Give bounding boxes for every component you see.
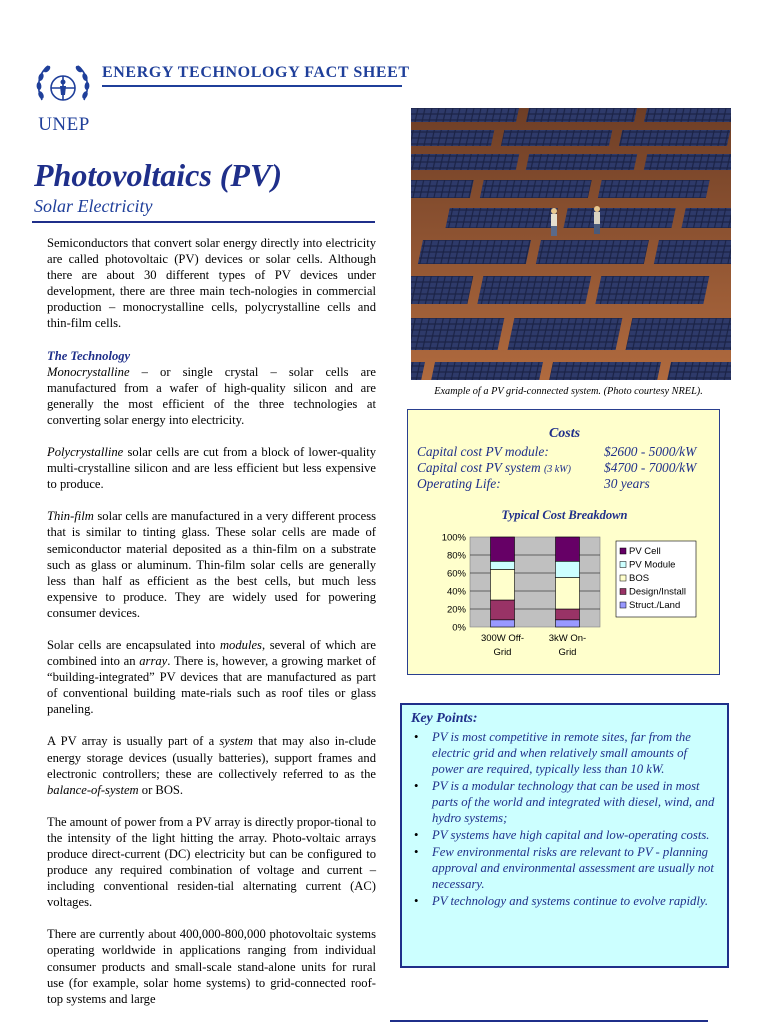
solar-panel [619, 130, 730, 146]
org-logo-text: UNEP [38, 114, 90, 135]
bar-segment [556, 620, 580, 627]
monocrystalline-term: Monocrystalline [47, 364, 130, 379]
list-item [412, 778, 718, 826]
solar-panel [595, 276, 709, 304]
cost-row-system [417, 460, 717, 477]
array-term: array [139, 654, 168, 669]
polycrystalline-paragraph [47, 444, 376, 492]
page-subtitle: Solar Electricity [34, 196, 153, 216]
bullet-icon: • [414, 730, 419, 744]
bar-segment [491, 620, 515, 627]
installations-paragraph: There are currently about 400,000-800,000 photovoltaic systems operating worldwide in applications ranging from individual consumer products and small-scale stand-alone units for rural use (for example, solar home systems) to grid-connected roof-top systems and large [47, 927, 376, 1006]
modules-text-c: . There is, however, a growing market of “building-integrated” PV devices that are manufactured as part of conventional building mate-rials such as roof tiles or glass paneling. [47, 654, 376, 717]
costs-title: Costs [548, 426, 581, 441]
legend-label: Struct./Land [629, 600, 681, 611]
plot-area [470, 537, 600, 627]
legend-label: PV Module [629, 559, 676, 571]
thin-film-paragraph [47, 508, 376, 621]
solar-panel [445, 208, 557, 228]
key-point-text: PV technology and systems continue to evolve rapidly. [432, 894, 709, 908]
solar-panel [547, 362, 661, 380]
solar-panel-photo-illustration [411, 108, 731, 380]
y-tick-label: 100% [441, 532, 466, 544]
solar-panel [411, 108, 519, 122]
bar-segment [491, 561, 515, 569]
monocrystalline-paragraph [47, 364, 376, 428]
legend-label: PV Cell [629, 546, 661, 557]
solar-panel [681, 208, 731, 228]
key-points-panel [400, 703, 729, 968]
title-divider [32, 221, 375, 223]
y-tick-label: 40% [446, 586, 466, 598]
intro-paragraph: Semiconductors that convert solar energy directly into electricity are called photovoltaic (PV) devices or solar cells. Although there are about 30 different types of PV devices under development, there are three main tech-nologies in commercial production – monocrystalline cells, polycrystalline cells and thin-film cells. [47, 236, 376, 331]
bar-segment [556, 537, 580, 561]
cost-breakdown-chart [408, 525, 721, 665]
bullet-icon: • [414, 845, 419, 859]
cost-label: Capital cost PV module: [417, 444, 549, 459]
y-tick-label: 20% [446, 604, 466, 616]
solar-panel [508, 318, 623, 350]
key-point-text: Few environmental risks are relevant to PV - planning approval and environmental assessment are usually not necessary. [432, 845, 714, 891]
solar-panel [665, 362, 731, 380]
bar-segment [491, 569, 515, 600]
x-tick-label: 300W Off- [480, 633, 525, 644]
power-paragraph: The amount of power from a PV array is directly propor-tional to the intensity of the light hitting the array. Photo-voltaic arrays produce direct-current (DC) electricity but can be configured to produce any required combination of voltage and current – including conventional residen-tial alternating current (AC) voltages. [47, 814, 376, 910]
y-tick-label: 0% [452, 622, 466, 634]
pv-field-photo [411, 108, 731, 380]
solar-panel [480, 180, 592, 198]
photo-caption: Example of a PV grid-connected system. (Photo courtesy NREL). [434, 386, 703, 397]
solar-panel [501, 130, 612, 146]
modules-text-a: Solar cells are encapsulated into [47, 637, 220, 652]
solar-panel [526, 108, 637, 122]
solar-panel [654, 240, 731, 264]
system-term: system [219, 734, 253, 749]
x-tick-label: Grid [558, 647, 577, 658]
system-paragraph [47, 733, 376, 797]
page-title: Photovoltaics (PV) [34, 157, 282, 193]
bullet-icon: • [414, 894, 419, 908]
header-divider [102, 85, 402, 87]
polycrystalline-text: solar cells are cut from a block of lower-quality multi-crystalline silicon and are less efficient but less expensive to produce. [47, 445, 376, 492]
solar-panel [477, 276, 591, 304]
cost-label: Operating Life: [417, 476, 501, 491]
x-tick-label: Grid [493, 647, 512, 658]
cost-row-life [417, 476, 717, 493]
solar-panel [411, 276, 473, 304]
system-text-a: A PV array is usually part of a [47, 734, 220, 749]
cost-row-module [417, 444, 717, 461]
key-points-list [412, 729, 718, 910]
bottom-divider [390, 1020, 708, 1022]
solar-panel [411, 130, 494, 146]
bullet-icon: • [414, 828, 419, 842]
solar-panel [536, 240, 649, 264]
legend-swatch [620, 589, 626, 595]
key-point-text: PV systems have high capital and low-operating costs. [432, 828, 710, 842]
legend-swatch [620, 562, 626, 568]
system-text-b: that may also in-clude energy storage devices (usually batteries), support frames and electronic controllers; these are collectively referred to as the [47, 734, 376, 781]
solar-panel [411, 318, 504, 350]
unep-emblem-icon [32, 62, 94, 114]
thin-film-term: Thin-film [47, 509, 94, 524]
bar-segment [491, 537, 515, 561]
list-item [412, 729, 718, 777]
y-tick-label: 80% [446, 550, 466, 562]
modules-paragraph [47, 637, 376, 717]
bar-segment [556, 561, 580, 577]
solar-panel [411, 180, 474, 198]
bos-term: balance-of-system [47, 782, 139, 797]
fact-sheet-header: ENERGY TECHNOLOGY FACT SHEET [102, 64, 410, 81]
system-text-c: or BOS. [138, 782, 184, 797]
legend-swatch [620, 575, 626, 581]
legend-swatch [620, 548, 626, 554]
solar-panel [644, 154, 731, 170]
solar-panel [418, 240, 531, 264]
cost-label: Capital cost PV system [417, 460, 544, 475]
key-points-title: Key Points: [411, 711, 478, 726]
key-point-text: PV is most competitive in remote sites, far from the electric grid and when relatively small amounts of power are required, typically less than 10 kW. [432, 730, 691, 776]
bullet-icon: • [414, 779, 419, 793]
legend-label: BOS [629, 573, 650, 584]
solar-panel [526, 154, 637, 170]
solar-panel [644, 108, 731, 122]
solar-panel [626, 318, 731, 350]
polycrystalline-term: Polycrystalline [47, 445, 124, 460]
solar-panel [429, 362, 543, 380]
solar-panel [411, 154, 519, 170]
modules-text-b: , several of which are combined into an [47, 637, 377, 669]
body-text-column [47, 235, 376, 1007]
costs-panel [407, 409, 720, 675]
legend-swatch [620, 602, 626, 608]
cost-value: $2600 - 5000/kW [604, 444, 697, 459]
bar-segment [556, 609, 580, 620]
solar-panel [598, 180, 710, 198]
bar-segment [491, 600, 515, 620]
technology-heading: The Technology [47, 348, 131, 363]
modules-term: modules [219, 637, 262, 652]
cost-value: 30 years [604, 476, 650, 491]
solar-panel [563, 208, 675, 228]
cost-label-note: (3 kW) [543, 464, 571, 475]
list-item [412, 844, 718, 892]
x-tick-label: 3kW On- [548, 633, 587, 644]
list-item [412, 893, 718, 909]
list-item [412, 827, 718, 843]
thin-film-text: solar cells are manufactured in a very different process that is similar to tinting glass. These solar cells are made of semiconductor material deposited as a thin-film on a substrate such as glass or aluminum. Thin-film solar cells are generally less than half as efficient as the best cells, but much less expensive to produce. They are widely used for powering consumer devices. [47, 509, 376, 620]
y-tick-label: 60% [446, 568, 466, 580]
legend-label: Design/Install [629, 586, 687, 598]
cost-value: $4700 - 7000/kW [604, 460, 697, 475]
monocrystalline-text: – or single crystal – solar cells are manufactured from a wafer of high-quality silicon and are generally the most efficient of the three technologies at converting solar energy into electricity. [47, 364, 376, 427]
bar-segment [556, 578, 580, 610]
chart-title: Typical Cost Breakdown [501, 508, 628, 522]
key-point-text: PV is a modular technology that can be used in most parts of the world and integrated with diesel, wind, and hydro systems; [432, 779, 715, 825]
